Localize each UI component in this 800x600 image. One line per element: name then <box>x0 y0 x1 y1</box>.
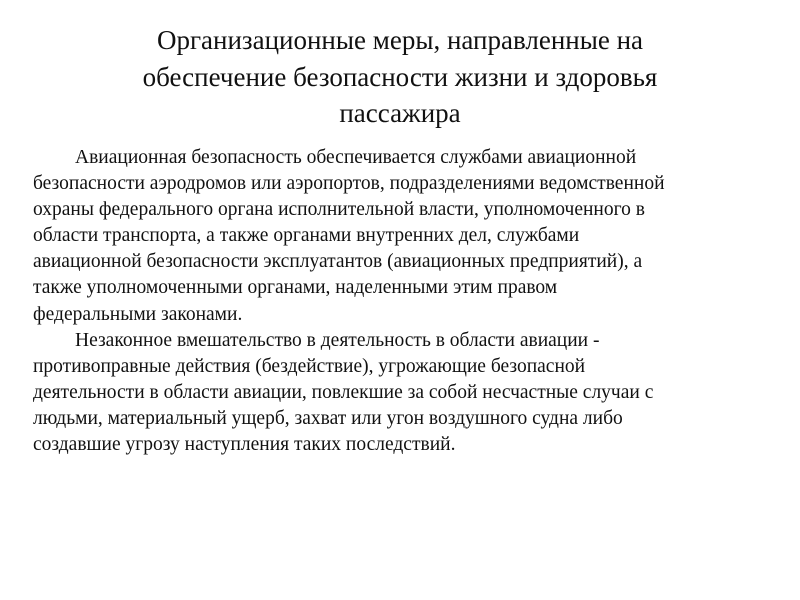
title-line: Организационные меры, направленные на <box>156 25 644 55</box>
paragraph-unlawful-interference <box>33 328 773 458</box>
text-line: области транспорта, а также органами внутренних дел, службами <box>33 225 580 247</box>
text-line: федеральными законами. <box>33 303 243 325</box>
slide-body <box>33 145 773 458</box>
title-line: пассажира <box>339 98 461 128</box>
text-line: деятельности в области авиации, повлекшие за собой несчастные случаи с <box>33 381 654 403</box>
slide-title <box>0 22 800 132</box>
text-line: создавшие угрозу наступления таких последствий. <box>33 434 456 456</box>
text-line: Незаконное вмешательство в деятельность в области авиации - <box>75 329 600 351</box>
text-line: противоправные действия (бездействие), угрожающие безопасной <box>33 355 586 377</box>
title-line: обеспечение безопасности жизни и здоровья <box>142 61 658 92</box>
text-line: также уполномоченными органами, наделенными этим правом <box>33 277 558 299</box>
text-line: Авиационная безопасность обеспечивается службами авиационной <box>75 147 637 168</box>
text-line: охраны федерального органа исполнительной власти, уполномоченного в <box>33 199 645 221</box>
text-line: авиационной безопасности эксплуатантов (авиационных предприятий), а <box>33 251 643 273</box>
text-line: безопасности аэродромов или аэропортов, подразделениями ведомственной <box>33 173 665 195</box>
text-line: людьми, материальный ущерб, захват или угон воздушного судна либо <box>33 407 623 429</box>
paragraph-aviation-security <box>33 145 773 328</box>
